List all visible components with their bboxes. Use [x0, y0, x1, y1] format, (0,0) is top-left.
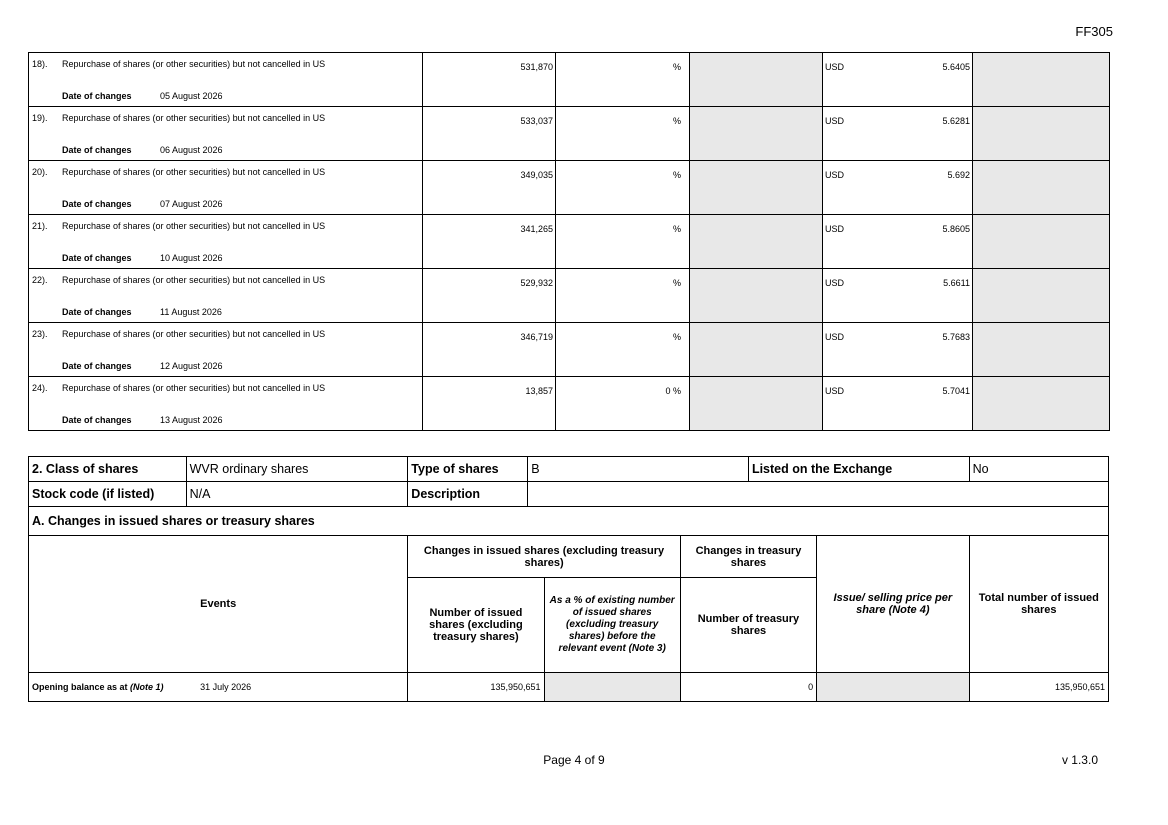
form-code: FF305	[1075, 24, 1113, 39]
event-date: 05 August 2026	[160, 91, 223, 101]
event-total-cell	[973, 107, 1110, 161]
event-percent: %	[556, 269, 690, 323]
event-currency: USD	[825, 224, 845, 234]
event-treasury-cell	[690, 107, 823, 161]
page-number: Page 4 of 9	[543, 753, 605, 767]
section-a-title: A. Changes in issued shares or treasury shares	[29, 507, 1109, 536]
event-treasury-cell	[690, 215, 823, 269]
event-price-cell	[823, 215, 973, 269]
event-description: Repurchase of shares (or other securities) but not cancelled in US	[62, 221, 326, 231]
event-currency: USD	[825, 170, 845, 180]
event-description: Repurchase of shares (or other securities) but not cancelled in US	[62, 275, 326, 285]
event-date: 07 August 2026	[160, 199, 223, 209]
event-price-cell	[823, 161, 973, 215]
event-date: 06 August 2026	[160, 145, 223, 155]
stock-code-label: Stock code (if listed)	[29, 482, 187, 507]
stock-code-value: N/A	[186, 482, 408, 507]
event-total-cell	[973, 215, 1110, 269]
event-shares: 346,719	[423, 323, 556, 377]
event-percent: 0 %	[556, 377, 690, 431]
event-number: 18).	[32, 59, 48, 69]
event-price: 5.692	[947, 170, 970, 180]
event-date-label: Date of changes	[62, 307, 132, 317]
event-currency: USD	[825, 386, 845, 396]
event-number: 19).	[32, 113, 48, 123]
event-row	[29, 161, 1110, 215]
event-price: 5.8605	[942, 224, 970, 234]
event-currency: USD	[825, 332, 845, 342]
repurchase-events-table	[28, 52, 1110, 431]
event-percent: %	[556, 323, 690, 377]
event-date-row	[62, 307, 222, 317]
event-row	[29, 377, 1110, 431]
opening-balance-date: 31 July 2026	[200, 682, 252, 692]
event-price-cell	[823, 269, 973, 323]
event-date-row	[62, 199, 223, 209]
event-date: 10 August 2026	[160, 253, 223, 263]
event-price: 5.7683	[942, 332, 970, 342]
event-shares: 531,870	[423, 53, 556, 107]
event-date-label: Date of changes	[62, 199, 132, 209]
event-date-label: Date of changes	[62, 361, 132, 371]
version-label: v 1.3.0	[1061, 753, 1098, 767]
event-percent: %	[556, 107, 690, 161]
opening-total-issued: 135,950,651	[969, 673, 1108, 702]
event-currency: USD	[825, 278, 845, 288]
event-total-cell	[973, 269, 1110, 323]
class-of-shares-value: WVR ordinary shares	[186, 457, 408, 482]
event-date: 12 August 2026	[160, 361, 223, 371]
event-shares: 349,035	[423, 161, 556, 215]
event-date: 11 August 2026	[160, 307, 222, 317]
issued-number-header: Number of issued shares (excluding treasury shares)	[408, 578, 544, 673]
description-label: Description	[408, 482, 528, 507]
event-shares: 341,265	[423, 215, 556, 269]
event-date-label: Date of changes	[62, 253, 132, 263]
event-number: 23).	[32, 329, 48, 339]
event-number: 24).	[32, 383, 48, 393]
event-price: 5.6611	[943, 278, 970, 288]
event-date-row	[62, 91, 223, 101]
listed-on-exchange-value: No	[969, 457, 1108, 482]
treasury-shares-group-header: Changes in treasury shares	[680, 536, 816, 578]
event-price-cell	[823, 107, 973, 161]
event-row	[29, 269, 1110, 323]
opening-percent-cell	[544, 673, 680, 702]
opening-treasury-shares: 0	[680, 673, 816, 702]
event-currency: USD	[825, 62, 845, 72]
event-description: Repurchase of shares (or other securities) but not cancelled in US	[62, 113, 326, 123]
event-description: Repurchase of shares (or other securities) but not cancelled in US	[62, 167, 326, 177]
opening-price-cell	[817, 673, 970, 702]
event-shares: 533,037	[423, 107, 556, 161]
price-per-share-header: Issue/ selling price per share (Note 4)	[817, 536, 970, 673]
description-value	[528, 482, 1109, 507]
opening-balance-note: (Note 1)	[130, 682, 164, 692]
opening-balance-label: Opening balance as at	[32, 682, 128, 692]
class-of-shares-table	[28, 456, 1109, 702]
event-shares: 13,857	[423, 377, 556, 431]
event-row	[29, 107, 1110, 161]
event-date-label: Date of changes	[62, 415, 132, 425]
issued-shares-group-header: Changes in issued shares (excluding treasury shares)	[408, 536, 681, 578]
event-description-cell	[29, 377, 423, 431]
event-description-cell	[29, 53, 423, 107]
event-number: 20).	[32, 167, 48, 177]
event-price-cell	[823, 377, 973, 431]
event-date: 13 August 2026	[160, 415, 223, 425]
event-treasury-cell	[690, 377, 823, 431]
event-shares: 529,932	[423, 269, 556, 323]
event-row	[29, 53, 1110, 107]
event-total-cell	[973, 377, 1110, 431]
event-description: Repurchase of shares (or other securities) but not cancelled in US	[62, 329, 326, 339]
event-treasury-cell	[690, 323, 823, 377]
event-treasury-cell	[690, 53, 823, 107]
event-row	[29, 323, 1110, 377]
event-description-cell	[29, 269, 423, 323]
event-number: 22).	[32, 275, 48, 285]
treasury-number-header: Number of treasury shares	[680, 578, 816, 673]
event-price: 5.7041	[942, 386, 970, 396]
event-date-row	[62, 361, 223, 371]
event-description: Repurchase of shares (or other securities) but not cancelled in US	[62, 59, 326, 69]
events-header: Events	[29, 536, 408, 673]
event-date-row	[62, 415, 223, 425]
event-percent: %	[556, 215, 690, 269]
event-total-cell	[973, 323, 1110, 377]
event-treasury-cell	[690, 161, 823, 215]
issued-percent-header: As a % of existing number of issued shares (excluding treasury shares) before the relevant event (Note 3)	[544, 578, 680, 673]
event-date-label: Date of changes	[62, 145, 132, 155]
total-issued-shares-header: Total number of issued shares	[969, 536, 1108, 673]
type-of-shares-value: B	[528, 457, 749, 482]
event-total-cell	[973, 53, 1110, 107]
event-description-cell	[29, 107, 423, 161]
event-currency: USD	[825, 116, 845, 126]
event-total-cell	[973, 161, 1110, 215]
event-price-cell	[823, 323, 973, 377]
listed-on-exchange-label: Listed on the Exchange	[748, 457, 969, 482]
class-of-shares-label: 2. Class of shares	[29, 457, 187, 482]
opening-issued-shares: 135,950,651	[408, 673, 544, 702]
event-description-cell	[29, 323, 423, 377]
event-percent: %	[556, 161, 690, 215]
event-price-cell	[823, 53, 973, 107]
event-price: 5.6281	[942, 116, 970, 126]
event-description-cell	[29, 161, 423, 215]
event-number: 21).	[32, 221, 48, 231]
event-date-row	[62, 145, 223, 155]
opening-balance-label-cell	[29, 673, 408, 702]
event-treasury-cell	[690, 269, 823, 323]
event-description: Repurchase of shares (or other securities) but not cancelled in US	[62, 383, 326, 393]
event-date-label: Date of changes	[62, 91, 132, 101]
type-of-shares-label: Type of shares	[408, 457, 528, 482]
event-percent: %	[556, 53, 690, 107]
event-row	[29, 215, 1110, 269]
event-price: 5.6405	[942, 62, 970, 72]
event-date-row	[62, 253, 223, 263]
event-description-cell	[29, 215, 423, 269]
